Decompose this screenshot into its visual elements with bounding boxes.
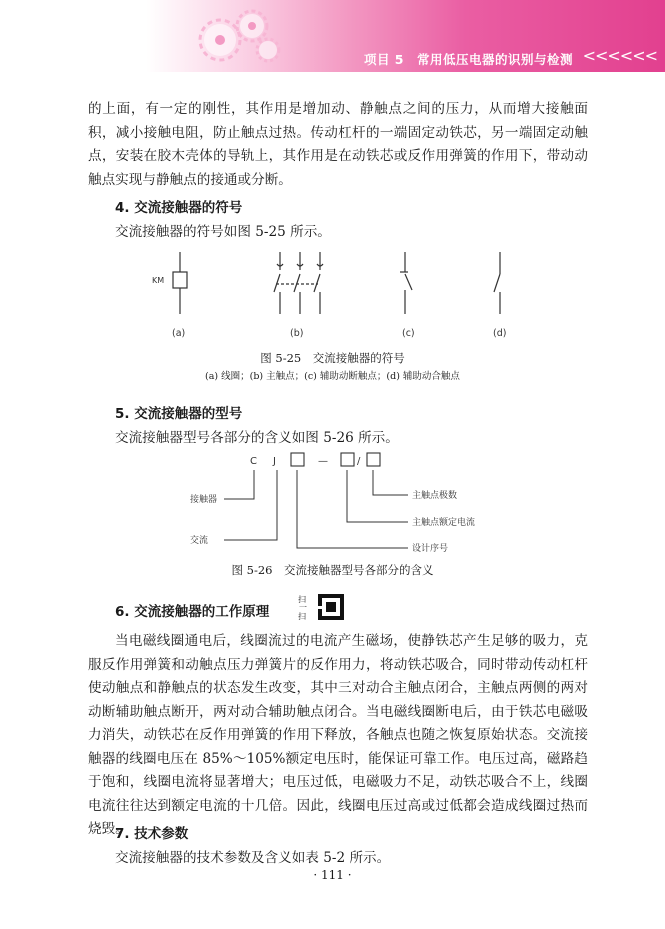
label-d: (d) bbox=[493, 328, 507, 339]
label-contactor: 接触器 bbox=[190, 495, 218, 505]
qr-code-icon[interactable] bbox=[298, 593, 348, 621]
label-rated-current: 主触点额定电流 bbox=[412, 518, 476, 528]
section-5-text: 交流接触器型号各部分的含义如图 5-26 所示。 bbox=[115, 430, 399, 446]
scan-label-mid: 一 bbox=[299, 603, 307, 612]
label-main-poles: 主触点极数 bbox=[412, 491, 458, 501]
paragraph-intro: 的上面，有一定的刚性，其作用是增加动、静触点之间的压力，从而增大接触面积，减小接触电阻，防止触点过热。传动杠杆的一端固定动铁芯，另一端固定动触点，安装在胶木壳体的导轨上，其作用是在动铁芯或反作用弹簧的作用下，带动动触点实现与静触点的接通或分断。 bbox=[88, 101, 588, 188]
km-label: KM bbox=[152, 276, 165, 285]
model-box-poles bbox=[367, 453, 380, 466]
scan-label-top: 扫 bbox=[298, 595, 306, 604]
model-box-current bbox=[341, 453, 354, 466]
chevrons-decoration: <<<<<< bbox=[582, 46, 657, 65]
section-6-heading: 6. 交流接触器的工作原理 bbox=[115, 604, 270, 620]
model-dash: — bbox=[318, 456, 328, 467]
scan-label-bottom: 扫 bbox=[298, 612, 306, 621]
section-7-heading: 7. 技术参数 bbox=[115, 826, 189, 842]
section-5-heading: 5. 交流接触器的型号 bbox=[115, 406, 243, 422]
gear-decoration-icon bbox=[180, 0, 300, 72]
section-4-text: 交流接触器的符号如图 5-25 所示。 bbox=[115, 224, 331, 240]
section-7-text: 交流接触器的技术参数及含义如表 5-2 所示。 bbox=[115, 850, 391, 866]
label-b: (b) bbox=[290, 328, 304, 339]
model-letter-j: J bbox=[273, 456, 276, 467]
model-letter-c: C bbox=[250, 456, 257, 467]
label-ac: 交流 bbox=[190, 536, 209, 546]
page-header bbox=[0, 0, 665, 72]
label-a: (a) bbox=[172, 328, 186, 339]
model-box-design bbox=[291, 453, 304, 466]
figure-5-25-subcaption: (a) 线圈；(b) 主触点；(c) 辅助动断触点；(d) 辅助动合触点 bbox=[205, 371, 460, 382]
figure-5-25-caption: 图 5-25 交流接触器的符号 bbox=[260, 351, 405, 365]
section-4-heading: 4. 交流接触器的符号 bbox=[115, 200, 243, 216]
page-number: · 111 · bbox=[313, 868, 352, 882]
label-design-number: 设计序号 bbox=[412, 544, 449, 554]
figure-5-25-symbols bbox=[150, 244, 530, 346]
figure-5-26-caption: 图 5-26 交流接触器型号各部分的含义 bbox=[231, 563, 434, 577]
model-slash: / bbox=[357, 456, 361, 467]
section-6-text: 当电磁线圈通电后，线圈流过的电流产生磁场，使静铁芯产生足够的吸力，克服反作用弹簧和动触点压力弹簧片的反作用力，将动铁芯吸合，同时带动传动杠杆使动触点和静触点的状态发生改变，其中三对动合主触点闭合，主触点两侧的两对动断辅助触点断开，两对动合辅助触点闭合。当电磁线圈断电后，由于铁芯电磁吸力消失，动铁芯在反作用弹簧的作用下释放，各触点也随之恢复原始状态。交流接触器的线圈电压在 85%～105%额定电压时，能保证可靠工作。电压过高，磁路趋于饱和，线圈电流将显著增大；电压过低，电磁吸力不足，动铁芯吸合不上，线圈电流往往达到额定电流的十几倍。因此，线圈电压过高或过低都会造成线圈过热而烧毁。 bbox=[88, 633, 588, 837]
figure-5-26-model-diagram bbox=[190, 448, 510, 556]
label-c: (c) bbox=[402, 328, 415, 339]
header-title: 项目 5 常用低压电器的识别与检测 bbox=[363, 52, 573, 67]
